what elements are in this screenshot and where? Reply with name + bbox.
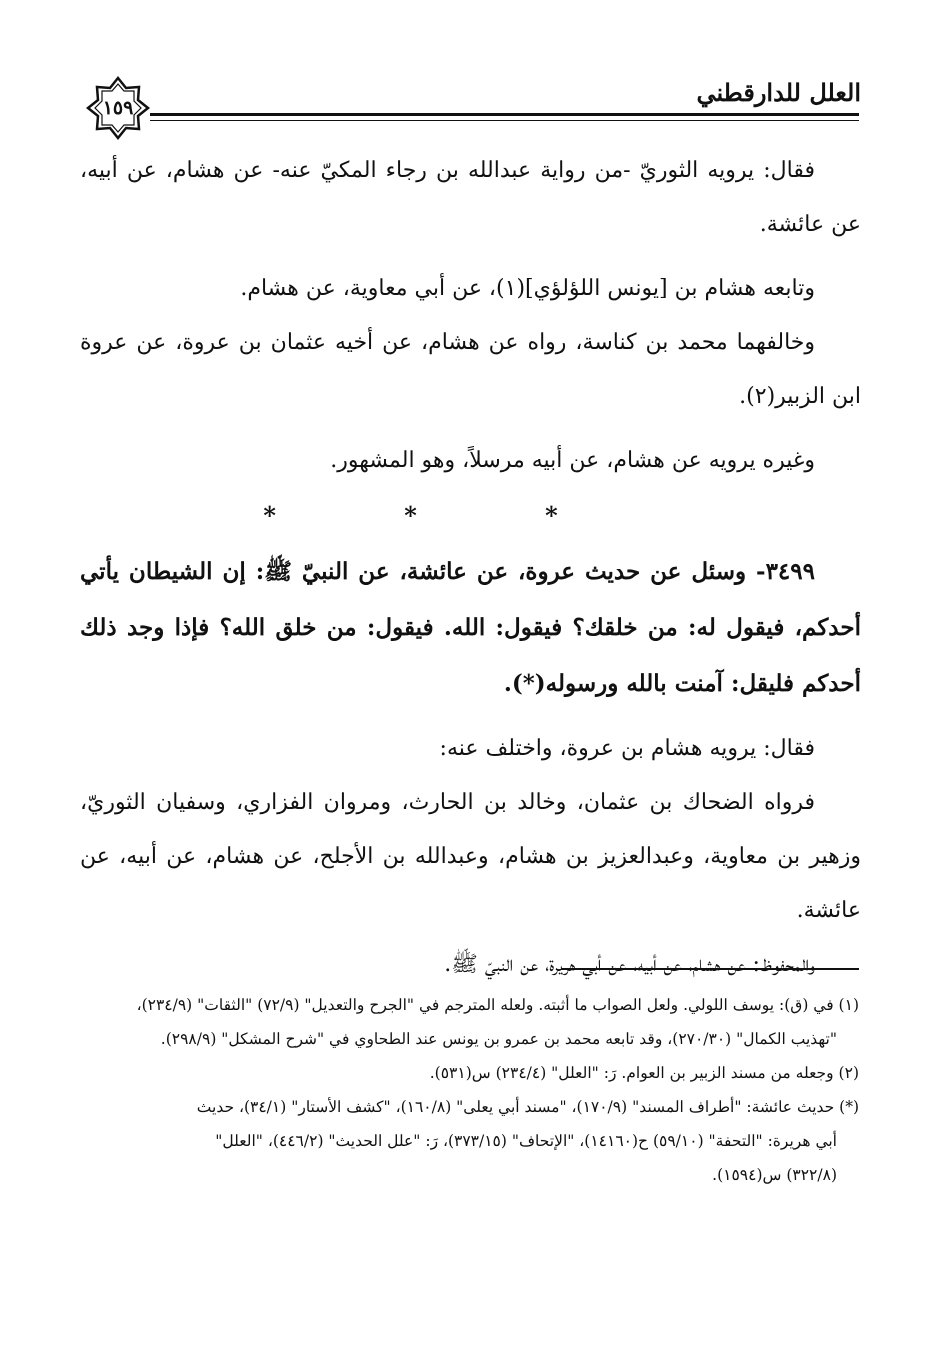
footnotes [82,988,859,1192]
footnote-3-line-1: (*) حديث عائشة: "أطراف المسند" (١٧٠/٩)، "مسند أبي يعلى" (١٦٠/٨)، "كشف الأستار" (٣٤/١)، حديث [196,1098,859,1116]
footnote-2: (٢) وجعله من مسند الزبير بن العوام. رَ: "العلل" (٢٣٤/٤) س(٥٣١). [429,1064,859,1082]
section-separator: * * * [263,501,618,530]
book-title: العلل للدارقطني [696,78,861,107]
main-text [80,144,861,992]
page-number-badge [86,76,150,140]
paragraph-3: وخالفهما محمد بن كناسة، رواه عن هشام، عن أخيه عثمان بن عروة، عن عروة ابن الزبير(٢). [80,330,861,409]
paragraph-2: وتابعه هشام بن [يونس اللؤلؤي](١)، عن أبي معاوية، عن هشام. [240,276,815,301]
paragraph-7: والمحفوظ: عن هشام، عن أبيه، عن أبي هريرة، عن النبيّ ﷺ. [444,952,815,977]
paragraph-6: فرواه الضحاك بن عثمان، وخالد بن الحارث، ومروان الفزاري، وسفيان الثوريّ، وزهير بن معاوية، وعبدالعزيز بن هشام، وعبدالله بن الأجلح، عن هشام، عن أبيه، عن عائشة. [80,790,861,923]
header-rule-thin [150,120,859,121]
footnote-3-line-3: (٣٢٢/٨) س(١٥٩٤). [712,1166,837,1184]
header-rule-thick [150,113,859,116]
paragraph-4: وغيره يرويه عن هشام، عن أبيه مرسلاً، وهو المشهور. [330,448,815,473]
question-number: ٣٤٩٩- [756,558,815,585]
footnote-1-line-2: "تهذيب الكمال" (٢٧٠/٣٠)، وقد تابعه محمد بن عمرو بن يونس عند الطحاوي في "شرح المشكل" (٢٩٨/٩). [160,1030,837,1048]
footnote-divider [561,968,859,970]
footnote-1-line-1: (١) في (ق): يوسف اللولي. ولعل الصواب ما أثبته. ولعله المترجم في "الجرح والتعديل" (٧٢/٩) "الثقات" (٢٣٤/٩)، [136,996,859,1014]
question-entry [80,544,861,712]
paragraph-5: فقال: يرويه هشام بن عروة، واختلف عنه: [439,736,815,761]
footnote-3-line-2: أبي هريرة: "التحفة" (٥٩/١٠) ح(١٤١٦٠)، "الإتحاف" (٣٧٣/١٥)، رَ: "علل الحديث" (٤٤٦/٢)، "العلل" [215,1132,837,1150]
page-number: ١٥٩ [102,97,134,119]
question-text: وسئل عن حديث عروة، عن عائشة، عن النبيّ ﷺ: إن الشيطان يأتي أحدكم، فيقول له: من خلقك؟ فيقول: الله. فيقول: من خلق الله؟ فإذا وجد ذلك أحدكم فليقل: آمنت بالله ورسوله(*). [80,558,861,697]
paragraph-1: فقال: يرويه الثوريّ -من رواية عبدالله بن رجاء المكيّ عنه- عن هشام، عن أبيه، عن عائشة. [80,158,861,237]
